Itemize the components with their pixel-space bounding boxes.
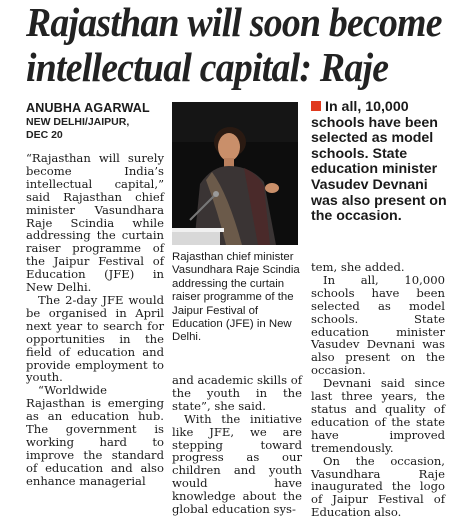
author-name: ANUBHA AGARWAL xyxy=(26,101,150,115)
dateline-place: NEW DELHI/JAIPUR, xyxy=(26,116,130,128)
paragraph: On the occasion, Vasundhara Raje inaugurated the logo of Jaipur Festival of Education also. xyxy=(311,453,445,519)
paragraph: In all, 10,000 schools have been selected as model schools. State education minister Vasudev Devnani was also present on the occasion. xyxy=(311,272,445,378)
article-photo xyxy=(172,102,298,245)
pull-quote-marker-icon xyxy=(311,101,321,111)
paragraph: Devnani said since last three years, the status and quality of education of the state have improved tremendously. xyxy=(311,376,445,455)
photo-caption: Rajasthan chief minister Vasundhara Raje Scindia addressing the curtain raiser programme of the Jaipur Festival of Education (JFE) in New Delhi. xyxy=(172,251,300,344)
article-column-1 xyxy=(26,152,164,488)
paragraph: “Rajasthan will surely become India’s intellectual capital,” said Rajasthan chief minister Vasundhara Raje Scindia while addressing the curtain raiser programme of the Jaipur Festival of Education (JFE) in New Delhi. xyxy=(26,151,164,295)
pull-quote-text: In all, 10,000 schools have been selected as model schools. State education minister Vasudev Devnani was also present on the occasion. xyxy=(311,99,447,225)
article-column-2 xyxy=(172,374,302,516)
paragraph: tem, she added. xyxy=(311,260,405,274)
byline xyxy=(26,101,166,142)
dateline-date: DEC 20 xyxy=(26,129,63,141)
paragraph: With the initiative like JFE, we are stepping toward progress as our children and youth would have knowledge about the global education sys- xyxy=(172,411,302,517)
speaker-photo-illustration xyxy=(172,102,298,245)
paragraph: “Worldwide Rajasthan is emerging as an education hub. The government is working hard to improve the standard of education and also enhance managerial xyxy=(26,383,164,488)
paragraph: and academic skills of the youth in the state”, she said. xyxy=(172,373,302,413)
paragraph: The 2-day JFE would be organised in April next year to search for opportunities in the field of education and provide employment to youth. xyxy=(26,292,164,385)
pull-quote xyxy=(311,100,452,225)
headline-line-2: intellectual capital: Raje xyxy=(26,44,389,90)
headline-line-1: Rajasthan will soon become xyxy=(26,0,442,45)
article-column-3 xyxy=(311,261,445,519)
headline xyxy=(26,0,442,90)
